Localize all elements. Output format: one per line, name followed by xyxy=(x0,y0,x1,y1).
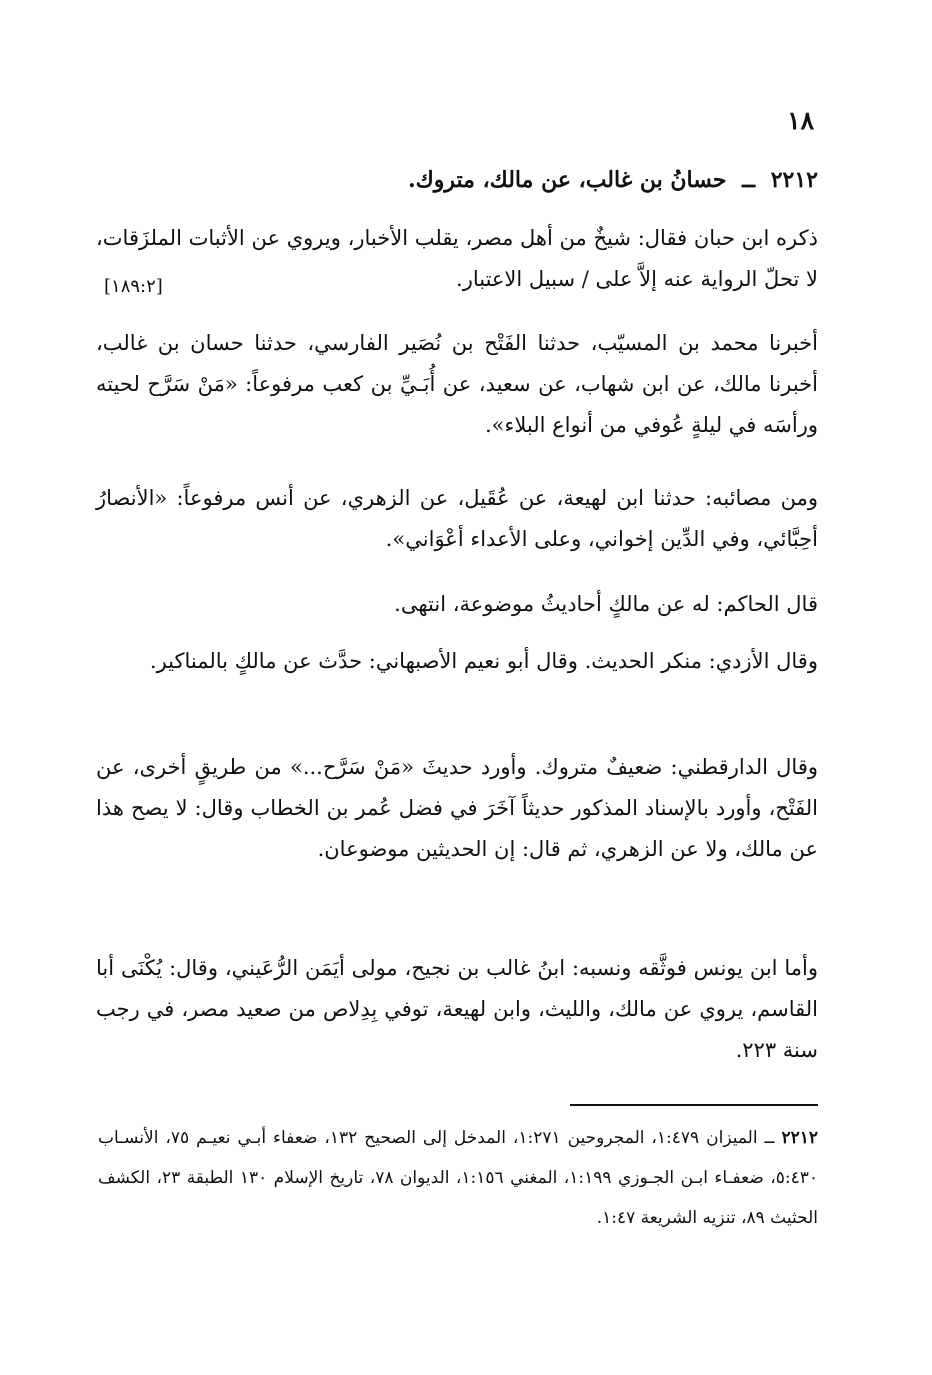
footnote xyxy=(98,1118,818,1238)
paragraph-azdi: وقال الأزدي: منكر الحديث. وقال أبو نعيم الأصبهاني: حدَّث عن مالكٍ بالمناكير. xyxy=(149,649,818,673)
entry-dash: ــ xyxy=(742,167,756,193)
footnote-dash: ــ xyxy=(764,1128,775,1148)
entry-number: ٢٢١٢ xyxy=(770,167,818,193)
paragraph-ibn-yunus: وأما ابن يونس فوثَّقه ونسبه: ابنُ غالب بن نجيح، مولى أيَمَن الرُّعَيني، وقال: يُكْنَى أبا القاسم، يروي عن مالك، والليث، وابن لهيعة، توفي بِدِلاص من صعيد مصر، في رجب سنة ٢٢٣. xyxy=(96,956,818,1062)
paragraph-masaib: ومن مصائبه: حدثنا ابن لهيعة، عن عُقَيل، عن الزهري، عن أنس مرفوعاً: «الأنصارُ أحِبَّائي، وفي الدِّين إخواني، وعلى الأعداء أعْوَاني». xyxy=(96,486,818,551)
footnote-divider xyxy=(570,1104,818,1106)
footnote-number: ٢٢١٢ xyxy=(781,1128,818,1148)
page-number: ١٨ xyxy=(787,106,814,135)
paragraph-isnad-hadith: أخبرنا محمد بن المسيّب، حدثنا الفَتْح بن نُصَير الفارسي، حدثنا حسان بن غالب، أخبرنا مالك، عن ابن شهاب، عن سعيد، عن أُبَـيِّ بن كعب مرفوعاً: «مَنْ سَرَّح لحيته ورأسَه في ليلةٍ عُوفي من أنواع البلاء». xyxy=(96,331,818,437)
entry-title: حسانُ بن غالب، عن مالك، متروك. xyxy=(407,167,727,193)
paragraph-hakim: قال الحاكم: له عن مالكٍ أحاديثُ موضوعة، انتهى. xyxy=(394,592,818,616)
margin-volume-reference: [١٨٩:٢] xyxy=(104,276,163,297)
paragraph-ibn-hibban: ذكره ابن حبان فقال: شيخٌ من أهل مصر، يقلب الأخبار، ويروي عن الأثبات الملزَقات، لا تحلّ الرواية عنه إلاَّ على / سبيل الاعتبار. xyxy=(96,226,818,291)
paragraph-daraqutni: وقال الدارقطني: ضعيفٌ متروك. وأورد حديثَ «مَنْ سَرَّح...» من طريقٍ أخرى، عن الفَتْح، وأورد بالإسناد المذكور حديثاً آخَرَ في فضل عُمر بن الخطاب وقال: لا يصح هذا عن مالك، ولا عن الزهري، ثم قال: إن الحديثين موضوعان. xyxy=(96,755,818,861)
footnote-text: الميزان ١:٤٧٩، المجروحين ١:٢٧١، المدخل إلى الصحيح ١٣٢، ضعفاء أبـي نعيـم ٧٥، الأنسـاب ٥:٤٣٠، ضعفـاء ابـن الجـوزي ١:١٩٩، المغني ١:١٥٦، الديوان ٧٨، تاريخ الإسلام ١٣٠ الطبقة ٢٣، الكشف الحثيث ٨٩، تنزيه الشريعة ١:٤٧. xyxy=(98,1128,818,1228)
entry-heading xyxy=(96,160,818,201)
